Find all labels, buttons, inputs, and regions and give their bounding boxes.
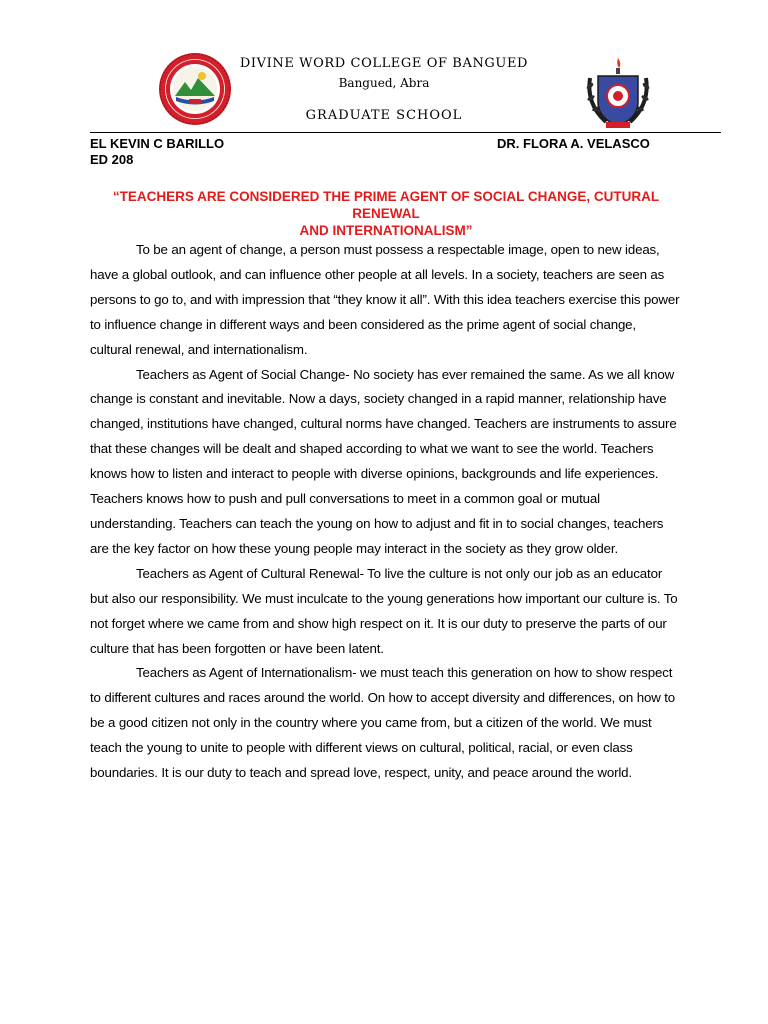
student-name: EL KEVIN C BARILLO bbox=[90, 136, 225, 151]
school-name: GRADUATE SCHOOL bbox=[305, 108, 463, 123]
institution-location: Bangued, Abra bbox=[338, 76, 430, 90]
institution-name: DIVINE WORD COLLEGE OF BANGUED bbox=[239, 56, 529, 71]
paragraph-cultural-renewal: Teachers as Agent of Cultural Renewal- To live the culture is not only our job as an educator but also our responsibility. We must inculcate to the young generations how important our culture is. To not forget where we came from and show high respect on it. It is our duty to preserve the parts of our culture that has been forgotten or have been latent. bbox=[90, 565, 678, 656]
essay-title bbox=[90, 188, 682, 239]
professor-name: DR. FLORA A. VELASCO bbox=[497, 136, 650, 151]
paragraph-introduction: To be an agent of change, a person must possess a respectable image, open to new ideas, have a global outlook, and can influence other people at all levels. In a society, teachers are seen as persons to go to, and with impression that “they know it all”. With this idea teachers exercise this power to influence change in different ways and been considered as the prime agent of social change, cultural renewal, and internationalism. bbox=[90, 242, 680, 357]
header-divider bbox=[90, 132, 721, 133]
essay-body bbox=[90, 238, 680, 786]
paragraph-social-change: Teachers as Agent of Social Change- No society has ever remained the same. As we all know change is constant and inevitable. Now a days, society changed in a rapid manner, relationship have changed, institutions have changed, cultural norms have changed. Teachers are instruments to assure that these changes will be dealt and shaped according to what we want to see the world. Teachers knows how to listen and interact to people with diverse opinions, backgrounds and life experiences. Teachers knows how to push and pull conversations to meet in a common goal or mutual understanding. Teachers can teach the young on how to adjust and fit in to social changes, teachers are the key factor on how these young people may interact in the society as they grow older. bbox=[90, 366, 677, 556]
essay-title-line-1: “TEACHERS ARE CONSIDERED THE PRIME AGENT OF SOCIAL CHANGE, CUTURAL RENEWAL bbox=[112, 189, 660, 221]
student-info bbox=[90, 136, 224, 168]
course-code: ED 208 bbox=[90, 152, 134, 167]
paragraph-internationalism: Teachers as Agent of Internationalism- we must teach this generation on how to show respect to different cultures and races around the world. On how to accept diversity and differences, on how to be a good citizen not only in the country where you came from, but a citizen of the world. We must teach the young to unite to people with different views on cultural, political, racial, or even class boundaries. It is our duty to teach and spread love, respect, unity, and peace around the world. bbox=[90, 665, 675, 781]
essay-title-line-2: AND INTERNATIONALISM” bbox=[299, 223, 473, 238]
